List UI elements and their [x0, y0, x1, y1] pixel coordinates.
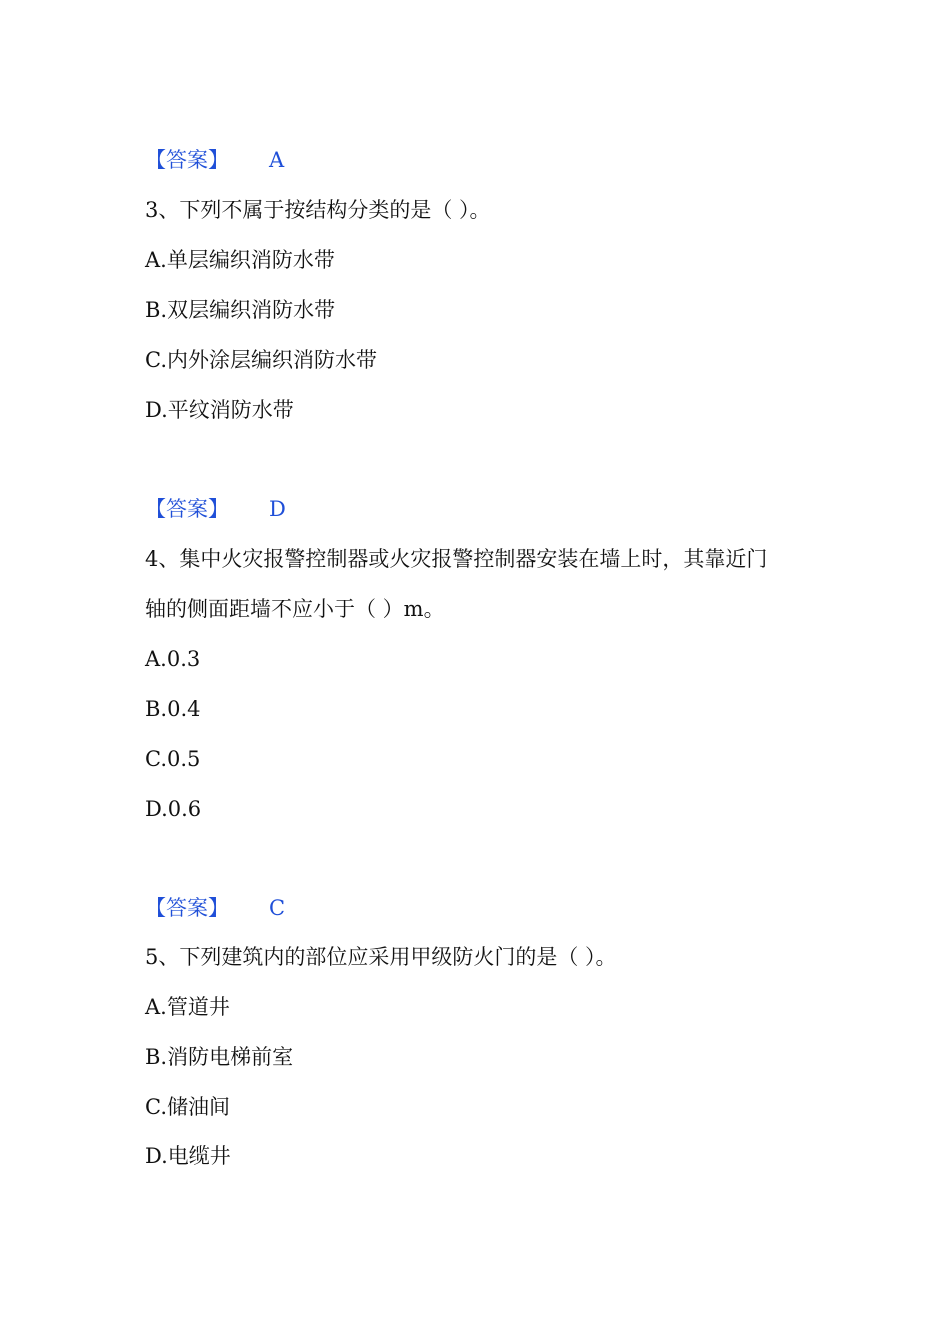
- answer-value: A: [269, 148, 285, 172]
- question-5: 5、下列建筑内的部位应采用甲级防火门的是（ ）。: [145, 945, 617, 969]
- option-b: B.消防电梯前室: [145, 1045, 294, 1069]
- option-a: A.管道井: [145, 995, 230, 1019]
- option-a: A.单层编织消防水带: [145, 248, 335, 272]
- option-c: C.储油间: [145, 1095, 230, 1119]
- answer-value: D: [269, 497, 286, 521]
- option-a: A.0.3: [145, 647, 201, 671]
- answer-line: [145, 894, 285, 922]
- answer-line: [145, 495, 286, 523]
- question-3: 3、下列不属于按结构分类的是（ ）。: [145, 198, 491, 222]
- answer-line: [145, 146, 284, 174]
- answer-label: 【答案】: [145, 896, 229, 920]
- option-c: C.0.5: [145, 747, 201, 771]
- option-b: B.0.4: [145, 697, 201, 721]
- answer-label: 【答案】: [145, 497, 229, 521]
- option-d: D.电缆井: [145, 1144, 231, 1168]
- option-c: C.内外涂层编织消防水带: [145, 348, 377, 372]
- question-4-line-2: 轴的侧面距墙不应小于（ ）m。: [145, 597, 445, 621]
- option-d: D.平纹消防水带: [145, 398, 294, 422]
- option-d: D.0.6: [145, 797, 202, 821]
- answer-label: 【答案】: [145, 148, 229, 172]
- answer-value: C: [269, 896, 286, 920]
- question-4-line-1: 4、集中火灾报警控制器或火灾报警控制器安装在墙上时，其靠近门: [145, 547, 768, 571]
- option-b: B.双层编织消防水带: [145, 298, 336, 322]
